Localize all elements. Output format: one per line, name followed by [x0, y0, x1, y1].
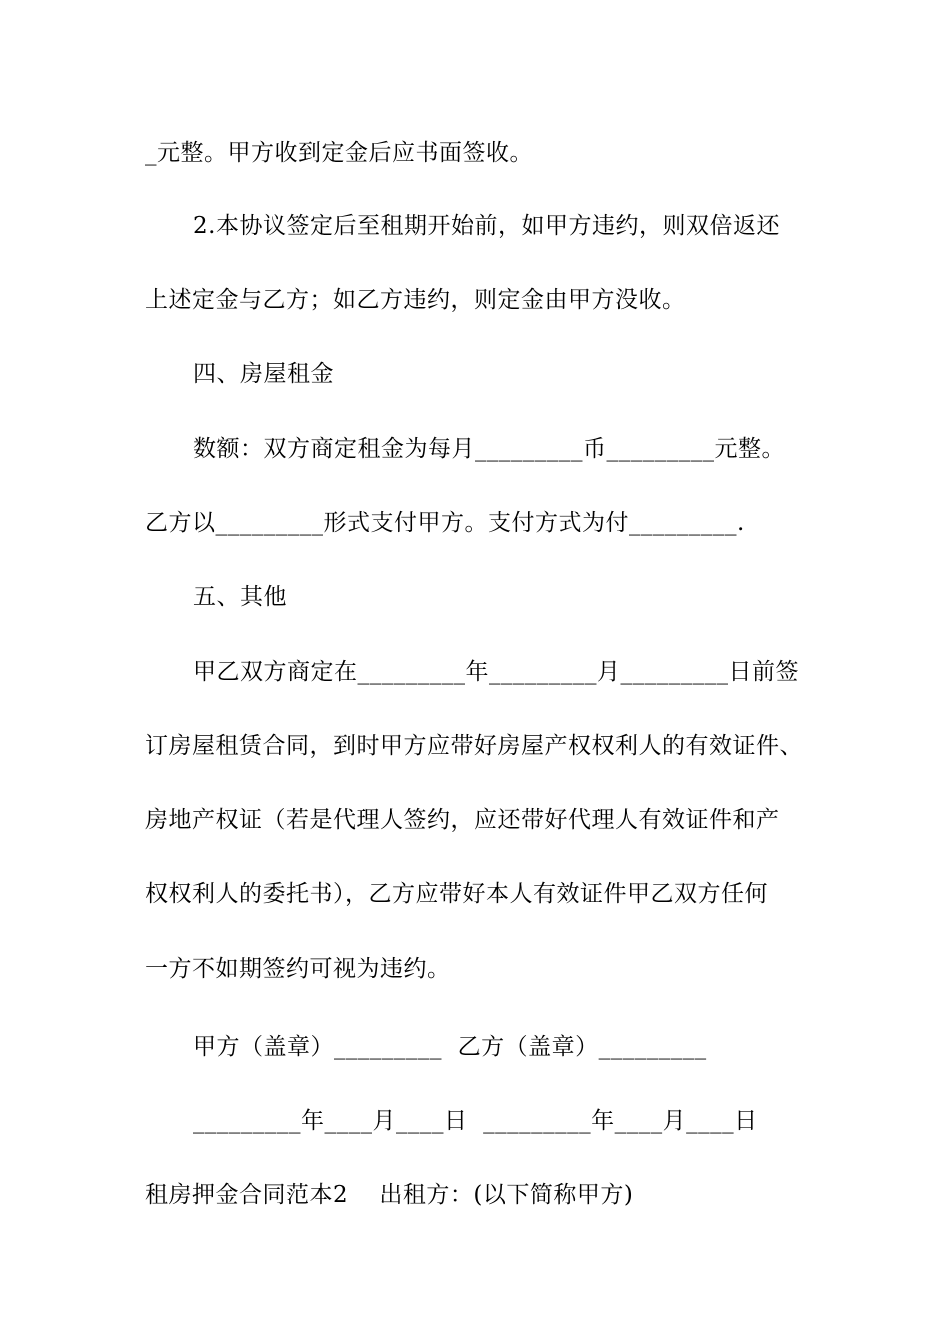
clause-2-line-1: 2.本协议签定后至租期开始前，如甲方违约，则双倍返还 [193, 213, 780, 239]
section-heading-other: 五、其他 [193, 584, 287, 610]
other-clause-line-1: 甲乙双方商定在_________年_________月_________日前签 [193, 659, 799, 685]
text-line: _元整。甲方收到定金后应书面签收。 [145, 140, 533, 166]
section-heading-rent: 四、房屋租金 [193, 361, 334, 387]
rent-amount-line: 数额：双方商定租金为每月_________币_________元整。 [193, 436, 785, 462]
other-clause-line-3: 房地产权证（若是代理人签约，应还带好代理人有效证件和产 [145, 807, 780, 833]
signature-line: 甲方（盖章）_________ 乙方（盖章）_________ [193, 1034, 707, 1060]
payment-method-line: 乙方以_________形式支付甲方。支付方式为付_________. [145, 510, 745, 536]
other-clause-line-5: 一方不如期签约可视为违约。 [145, 956, 451, 982]
other-clause-line-4: 权权利人的委托书），乙方应带好本人有效证件甲乙双方任何 [145, 881, 768, 907]
next-contract-title: 租房押金合同范本2 出租方：(以下简称甲方) [145, 1182, 634, 1208]
other-clause-line-2: 订房屋租赁合同，到时甲方应带好房屋产权权利人的有效证件、 [145, 733, 803, 759]
date-line: _________年____月____日 _________年____月____日 [193, 1108, 758, 1134]
clause-2-line-2: 上述定金与乙方；如乙方违约，则定金由甲方没收。 [145, 287, 686, 313]
